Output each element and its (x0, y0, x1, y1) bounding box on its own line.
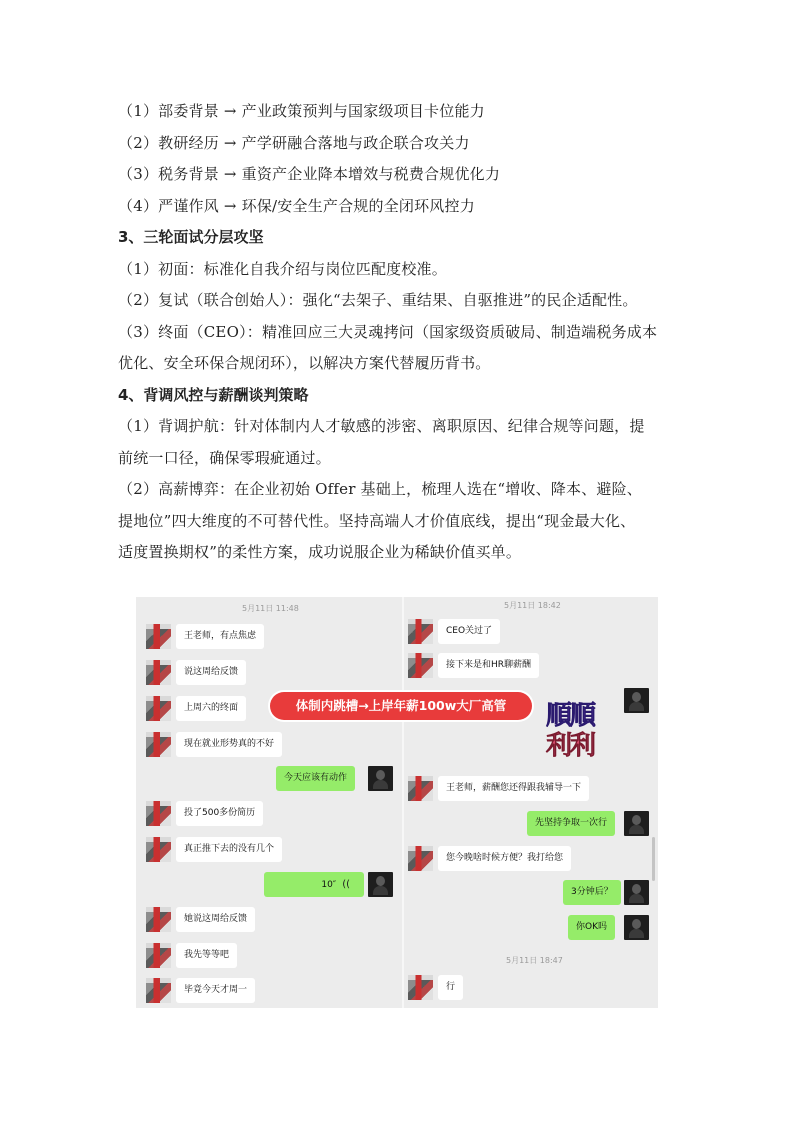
chat-bubble: 您今晚啥时候方便？我打给您 (438, 846, 571, 871)
text-line: （2）高薪博弈：在企业初始 Offer 基础上，梳理人选在“增收、降本、避险、 (118, 480, 642, 498)
chat-bubble: CEO关过了 (438, 619, 500, 644)
chat-timestamp: 5月11日 18:42 (504, 601, 561, 610)
avatar (146, 943, 171, 968)
avatar (408, 776, 433, 801)
avatar (146, 837, 171, 862)
chat-message-incoming (408, 653, 654, 678)
avatar (624, 688, 649, 713)
shunshun-lili-logo (546, 701, 616, 763)
chat-timestamp: 5月11日 11:48 (242, 604, 299, 613)
avatar (146, 660, 171, 685)
chat-bubble: 上周六的终面 (176, 696, 246, 721)
avatar (408, 653, 433, 678)
text-line: （2）教研经历 → 产学研融合落地与政企联合攻关力 (118, 133, 470, 152)
avatar (408, 846, 433, 871)
avatar (146, 801, 171, 826)
chat-message-incoming (408, 776, 654, 801)
avatar (624, 880, 649, 905)
chat-bubble: 行 (438, 975, 463, 1000)
text-line: （3）终面（CEO）：精准回应三大灵魂拷问（国家级资质破局、制造端税务成本 (118, 322, 658, 341)
voice-duration: 10″ (321, 880, 337, 890)
chat-message-incoming (408, 975, 654, 1000)
chat-message-incoming (408, 619, 654, 644)
chat-message-outgoing (408, 915, 654, 940)
chat-screenshot (136, 597, 658, 1008)
chat-bubble: 先坚持争取一次行 (527, 811, 615, 836)
logo-text-top: 順順 (546, 701, 595, 731)
chat-bubble: 我先等等吧 (176, 943, 237, 968)
logo-text-bottom: 利利 (546, 731, 595, 761)
chat-bubble: 她说这周给反馈 (176, 907, 255, 932)
avatar (624, 915, 649, 940)
chat-message-outgoing (408, 880, 654, 905)
avatar (146, 624, 171, 649)
chat-bubble: 你OK吗 (568, 915, 615, 940)
avatar (146, 907, 171, 932)
chat-bubble: 今天应该有动作 (276, 766, 355, 791)
chat-bubble: 王老师，有点焦虑 (176, 624, 264, 649)
chat-bubble: 3分钟后？ (563, 880, 621, 905)
avatar (408, 975, 433, 1000)
text-line: 优化、安全环保合规闭环），以解决方案代替履历背书。 (118, 354, 491, 372)
avatar (368, 766, 393, 791)
chat-message-incoming (146, 801, 396, 826)
chat-message-outgoing (146, 766, 396, 791)
text-line: （1）初面：标准化自我介绍与岗位匹配度校准。 (118, 259, 447, 278)
chat-message-outgoing (146, 872, 396, 897)
document-body (118, 96, 678, 569)
chat-message-incoming (146, 660, 396, 685)
chat-message-outgoing (408, 811, 654, 836)
chat-bubble: 投了500多份简历 (176, 801, 263, 826)
chat-bubble: 接下来是和HR聊薪酬 (438, 653, 539, 678)
chat-message-incoming (146, 732, 396, 757)
text-line: （1）部委背景 → 产业政策预判与国家级项目卡位能力 (118, 102, 485, 120)
chat-bubble: 现在就业形势真的不好 (176, 732, 282, 757)
chat-message-incoming (408, 846, 654, 871)
text-line: （2）复试（联合创始人）：强化“去架子、重结果、自驱推进”的民企适配性。 (118, 291, 638, 309)
chat-column-right (402, 597, 658, 1008)
section-heading: 3、三轮面试分层攻坚 (118, 228, 264, 246)
chat-timestamp: 5月11日 18:47 (506, 956, 563, 965)
chat-message-incoming (146, 624, 396, 649)
chat-bubble: 王老师，薪酬您还得跟我辅导一下 (438, 776, 589, 801)
chat-message-incoming (146, 943, 396, 968)
chat-bubble: 真正推下去的没有几个 (176, 837, 282, 862)
text-line: 适度置换期权”的柔性方案，成功说服企业为稀缺价值买单。 (118, 543, 522, 561)
chat-message-incoming (146, 978, 396, 1003)
text-line: （3）税务背景 → 重资产企业降本增效与税费合规优化力 (118, 165, 501, 183)
chat-message-incoming (146, 907, 396, 932)
voice-message[interactable] (264, 872, 364, 897)
text-line: （4）严谨作风 → 环保/安全生产合规的全闭环风控力 (118, 196, 475, 215)
avatar (146, 732, 171, 757)
chat-message-incoming (146, 837, 396, 862)
chat-bubble: 毕竟今天才周一 (176, 978, 255, 1003)
text-line: 提地位”四大维度的不可替代性。坚持高端人才价值底线，提出“现金最大化、 (118, 511, 636, 530)
avatar (408, 619, 433, 644)
voice-wave-icon: (( (342, 879, 350, 890)
avatar (146, 696, 171, 721)
chat-bubble: 说这周给反馈 (176, 660, 246, 685)
text-line: （1）背调护航：针对体制内人才敏感的涉密、离职原因、纪律合规等问题，提 (118, 417, 645, 435)
avatar (368, 872, 393, 897)
avatar (146, 978, 171, 1003)
promo-banner: 体制内跳槽→上岸年薪100w大厂高管 (270, 692, 532, 720)
text-line: 前统一口径，确保零瑕疵通过。 (118, 448, 331, 467)
chat-column-left (136, 597, 402, 1008)
scrollbar[interactable] (652, 837, 655, 881)
section-heading: 4、背调风控与薪酬谈判策略 (118, 385, 309, 404)
avatar (624, 811, 649, 836)
